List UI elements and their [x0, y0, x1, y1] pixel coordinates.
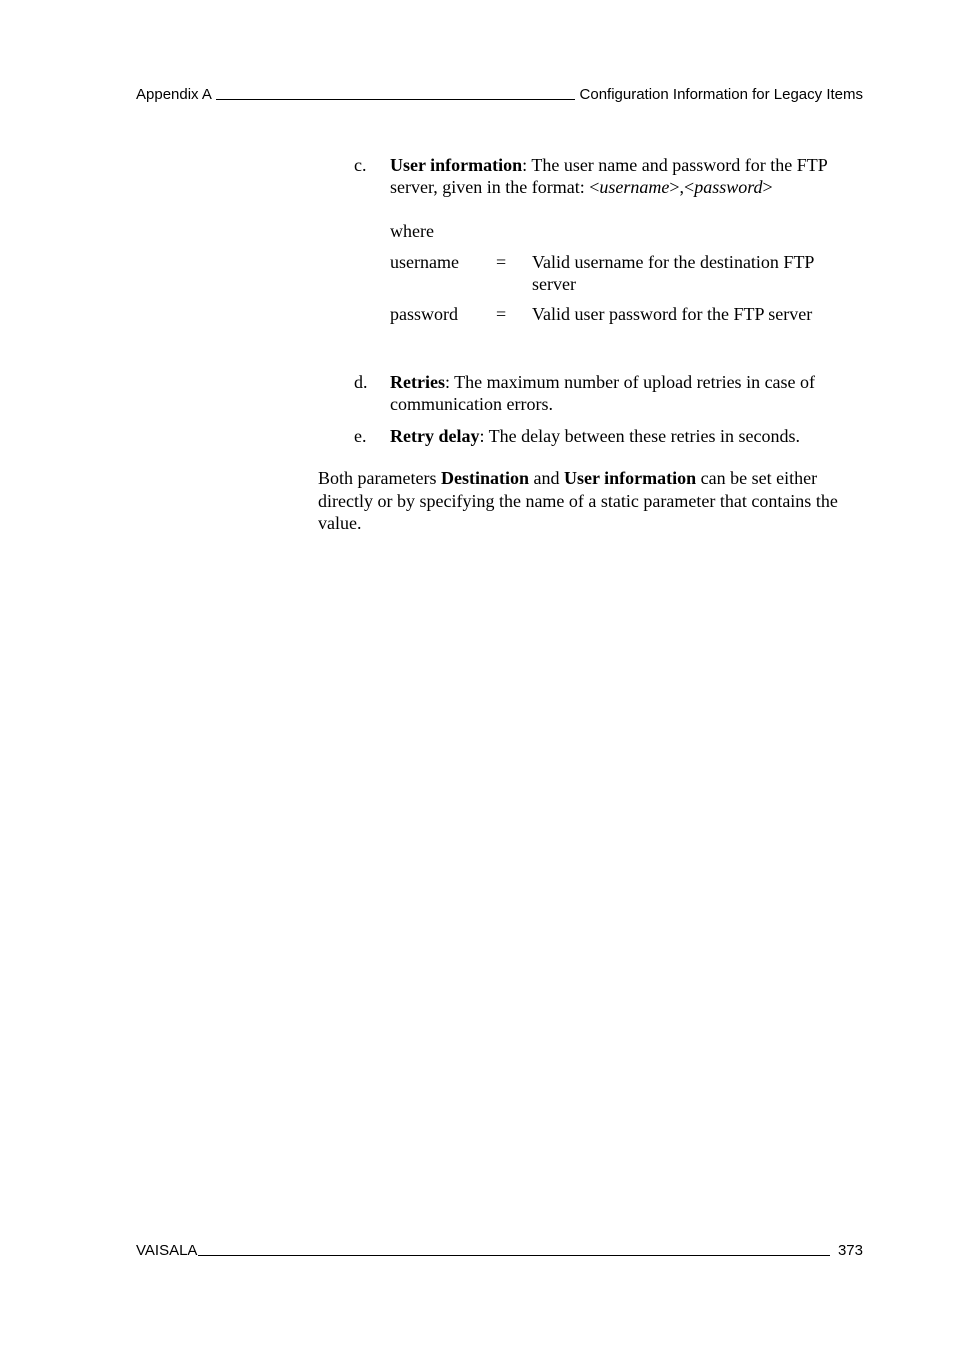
page-footer	[136, 1242, 863, 1259]
list-item-retry-delay: Retry delay: The delay between these retries in seconds.	[390, 426, 801, 446]
page-header	[136, 86, 863, 103]
body-paragraph: Both parameters Destination and User information can be set either directly or by specifying the name of a static parameter that contains the value.	[318, 468, 838, 533]
where-label: where	[390, 221, 434, 241]
def-key-username: username	[390, 252, 459, 272]
footer-rule	[198, 1255, 830, 1256]
def-equals: =	[496, 252, 507, 272]
def-equals: =	[496, 304, 507, 324]
def-key-password: password	[390, 304, 458, 324]
list-label-c: c.	[354, 155, 367, 175]
list-label-d: d.	[354, 372, 368, 392]
term-user-information-ref: User information	[563, 468, 697, 488]
term-retries: Retries	[390, 372, 445, 392]
page-number: 373	[837, 1242, 863, 1259]
term-retry-delay: Retry delay	[390, 426, 480, 446]
header-section: Appendix A	[136, 86, 212, 103]
list-item-user-information: User information: The user name and password for the FTP server, given in the format: <username>,<password>	[390, 155, 828, 197]
list-label-e: e.	[354, 426, 367, 446]
term-user-information: User information	[390, 155, 523, 175]
term-destination: Destination	[440, 468, 529, 488]
def-value-password: Valid user password for the FTP server	[532, 304, 813, 324]
list-item-retries: Retries: The maximum number of upload retries in case of communication errors.	[390, 372, 816, 414]
header-title: Configuration Information for Legacy Items	[579, 86, 863, 103]
def-value-username: Valid username for the destination FTP server	[532, 252, 814, 294]
footer-company: VAISALA	[136, 1242, 198, 1259]
header-rule	[216, 99, 575, 100]
